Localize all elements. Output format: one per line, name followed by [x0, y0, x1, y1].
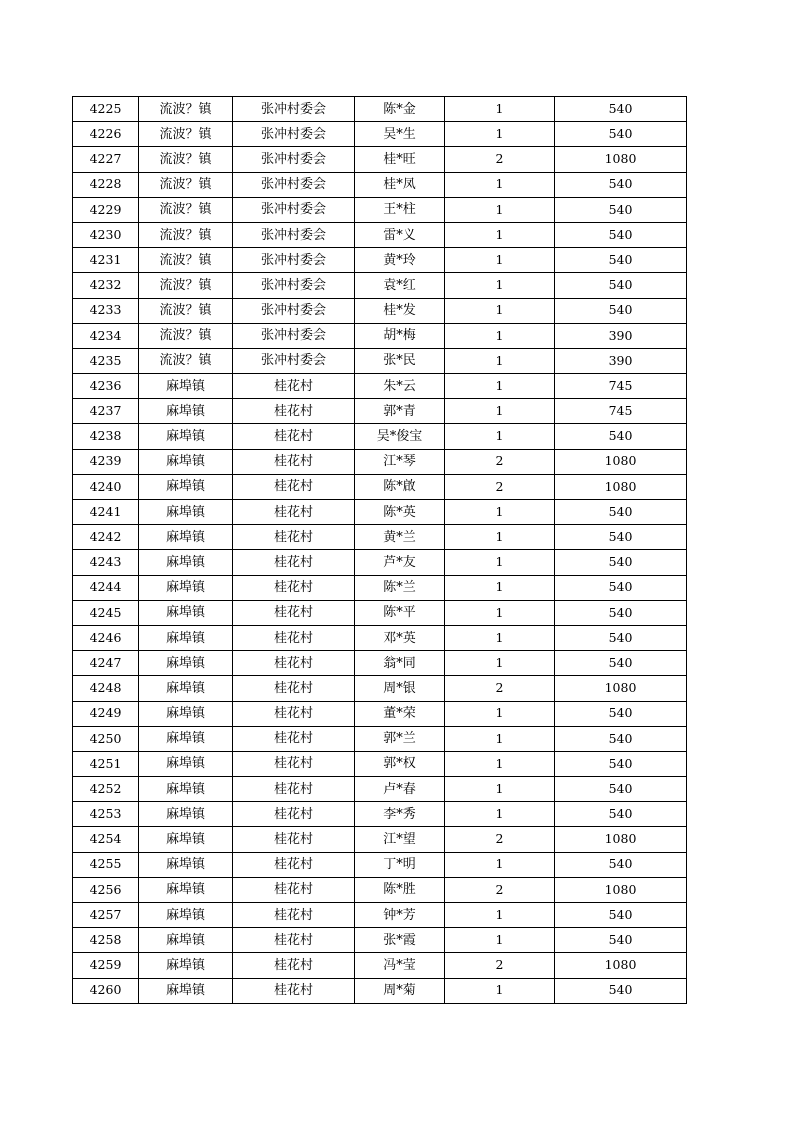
town-cell: 麻埠镇: [139, 399, 233, 424]
name-cell: 张*霞: [355, 928, 445, 953]
name-cell: 陈*啟: [355, 474, 445, 499]
row-number-cell: 4243: [73, 550, 139, 575]
row-number-cell: 4253: [73, 802, 139, 827]
amount-cell: 540: [555, 928, 687, 953]
village-cell: 桂花村: [233, 726, 355, 751]
count-cell: 1: [445, 323, 555, 348]
village-cell: 桂花村: [233, 651, 355, 676]
table-row: [73, 374, 687, 399]
village-cell: 桂花村: [233, 500, 355, 525]
row-number-cell: 4240: [73, 474, 139, 499]
count-cell: 1: [445, 248, 555, 273]
table-row: [73, 726, 687, 751]
name-cell: 邓*英: [355, 625, 445, 650]
village-cell: 桂花村: [233, 625, 355, 650]
count-cell: 1: [445, 172, 555, 197]
village-cell: 张冲村委会: [233, 273, 355, 298]
count-cell: 1: [445, 197, 555, 222]
count-cell: 1: [445, 122, 555, 147]
amount-cell: 1080: [555, 147, 687, 172]
village-cell: 桂花村: [233, 474, 355, 499]
village-cell: 桂花村: [233, 777, 355, 802]
row-number-cell: 4249: [73, 701, 139, 726]
village-cell: 桂花村: [233, 676, 355, 701]
town-cell: 流波？镇: [139, 147, 233, 172]
row-number-cell: 4235: [73, 348, 139, 373]
village-cell: 张冲村委会: [233, 172, 355, 197]
table-row: [73, 575, 687, 600]
village-cell: 桂花村: [233, 424, 355, 449]
amount-cell: 1080: [555, 449, 687, 474]
amount-cell: 1080: [555, 474, 687, 499]
village-cell: 桂花村: [233, 525, 355, 550]
row-number-cell: 4251: [73, 751, 139, 776]
count-cell: 1: [445, 525, 555, 550]
table-row: [73, 525, 687, 550]
table-row: [73, 701, 687, 726]
row-number-cell: 4242: [73, 525, 139, 550]
village-cell: 桂花村: [233, 399, 355, 424]
table-row: [73, 474, 687, 499]
name-cell: 陈*胜: [355, 877, 445, 902]
table-row: [73, 323, 687, 348]
name-cell: 周*银: [355, 676, 445, 701]
amount-cell: 1080: [555, 827, 687, 852]
count-cell: 1: [445, 348, 555, 373]
table-row: [73, 273, 687, 298]
name-cell: 郭*权: [355, 751, 445, 776]
name-cell: 翁*同: [355, 651, 445, 676]
town-cell: 麻埠镇: [139, 877, 233, 902]
village-cell: 桂花村: [233, 575, 355, 600]
table-row: [73, 978, 687, 1003]
village-cell: 张冲村委会: [233, 122, 355, 147]
table-row: [73, 348, 687, 373]
town-cell: 流波？镇: [139, 348, 233, 373]
count-cell: 1: [445, 928, 555, 953]
count-cell: 1: [445, 550, 555, 575]
row-number-cell: 4244: [73, 575, 139, 600]
town-cell: 麻埠镇: [139, 928, 233, 953]
name-cell: 陈*英: [355, 500, 445, 525]
name-cell: 吴*俊宝: [355, 424, 445, 449]
town-cell: 麻埠镇: [139, 651, 233, 676]
town-cell: 麻埠镇: [139, 525, 233, 550]
table-row: [73, 600, 687, 625]
town-cell: 流波？镇: [139, 222, 233, 247]
name-cell: 陈*平: [355, 600, 445, 625]
name-cell: 黄*兰: [355, 525, 445, 550]
amount-cell: 540: [555, 122, 687, 147]
row-number-cell: 4258: [73, 928, 139, 953]
name-cell: 胡*梅: [355, 323, 445, 348]
village-cell: 桂花村: [233, 701, 355, 726]
name-cell: 王*柱: [355, 197, 445, 222]
village-cell: 桂花村: [233, 928, 355, 953]
village-cell: 桂花村: [233, 449, 355, 474]
town-cell: 麻埠镇: [139, 751, 233, 776]
table-row: [73, 751, 687, 776]
name-cell: 雷*义: [355, 222, 445, 247]
amount-cell: 540: [555, 424, 687, 449]
table-row: [73, 449, 687, 474]
table-row: [73, 197, 687, 222]
count-cell: 1: [445, 978, 555, 1003]
name-cell: 吴*生: [355, 122, 445, 147]
village-cell: 张冲村委会: [233, 298, 355, 323]
town-cell: 麻埠镇: [139, 575, 233, 600]
row-number-cell: 4227: [73, 147, 139, 172]
village-cell: 张冲村委会: [233, 222, 355, 247]
row-number-cell: 4259: [73, 953, 139, 978]
town-cell: 麻埠镇: [139, 701, 233, 726]
town-cell: 麻埠镇: [139, 777, 233, 802]
count-cell: 1: [445, 651, 555, 676]
amount-cell: 390: [555, 323, 687, 348]
town-cell: 流波？镇: [139, 273, 233, 298]
count-cell: 1: [445, 751, 555, 776]
amount-cell: 540: [555, 172, 687, 197]
name-cell: 江*望: [355, 827, 445, 852]
town-cell: 流波？镇: [139, 122, 233, 147]
amount-cell: 540: [555, 197, 687, 222]
row-number-cell: 4232: [73, 273, 139, 298]
table-row: [73, 928, 687, 953]
name-cell: 周*菊: [355, 978, 445, 1003]
table-row: [73, 222, 687, 247]
name-cell: 李*秀: [355, 802, 445, 827]
table-row: [73, 500, 687, 525]
village-cell: 桂花村: [233, 374, 355, 399]
amount-cell: 390: [555, 348, 687, 373]
village-cell: 张冲村委会: [233, 147, 355, 172]
count-cell: 1: [445, 726, 555, 751]
village-cell: 张冲村委会: [233, 197, 355, 222]
amount-cell: 540: [555, 298, 687, 323]
amount-cell: 745: [555, 374, 687, 399]
row-number-cell: 4239: [73, 449, 139, 474]
row-number-cell: 4228: [73, 172, 139, 197]
name-cell: 黄*玲: [355, 248, 445, 273]
count-cell: 1: [445, 298, 555, 323]
count-cell: 2: [445, 953, 555, 978]
count-cell: 2: [445, 827, 555, 852]
village-cell: 桂花村: [233, 953, 355, 978]
table-row: [73, 953, 687, 978]
row-number-cell: 4237: [73, 399, 139, 424]
table-row: [73, 777, 687, 802]
count-cell: 2: [445, 877, 555, 902]
table-row: [73, 903, 687, 928]
village-cell: 桂花村: [233, 877, 355, 902]
count-cell: 1: [445, 374, 555, 399]
name-cell: 芦*友: [355, 550, 445, 575]
row-number-cell: 4229: [73, 197, 139, 222]
amount-cell: 540: [555, 802, 687, 827]
table-row: [73, 625, 687, 650]
village-cell: 桂花村: [233, 550, 355, 575]
amount-cell: 540: [555, 726, 687, 751]
amount-cell: 540: [555, 701, 687, 726]
row-number-cell: 4256: [73, 877, 139, 902]
town-cell: 流波？镇: [139, 248, 233, 273]
table-row: [73, 298, 687, 323]
amount-cell: 540: [555, 600, 687, 625]
table-row: [73, 877, 687, 902]
row-number-cell: 4245: [73, 600, 139, 625]
amount-cell: 540: [555, 525, 687, 550]
amount-cell: 540: [555, 550, 687, 575]
amount-cell: 540: [555, 97, 687, 122]
count-cell: 2: [445, 676, 555, 701]
amount-cell: 540: [555, 777, 687, 802]
amount-cell: 540: [555, 651, 687, 676]
amount-cell: 1080: [555, 877, 687, 902]
town-cell: 流波？镇: [139, 197, 233, 222]
count-cell: 2: [445, 449, 555, 474]
amount-cell: 1080: [555, 953, 687, 978]
row-number-cell: 4238: [73, 424, 139, 449]
count-cell: 2: [445, 147, 555, 172]
village-cell: 张冲村委会: [233, 323, 355, 348]
row-number-cell: 4234: [73, 323, 139, 348]
row-number-cell: 4257: [73, 903, 139, 928]
table-row: [73, 676, 687, 701]
town-cell: 流波？镇: [139, 97, 233, 122]
name-cell: 陈*兰: [355, 575, 445, 600]
table-row: [73, 147, 687, 172]
count-cell: 1: [445, 273, 555, 298]
name-cell: 郭*青: [355, 399, 445, 424]
town-cell: 流波？镇: [139, 323, 233, 348]
village-cell: 桂花村: [233, 600, 355, 625]
count-cell: 1: [445, 777, 555, 802]
row-number-cell: 4231: [73, 248, 139, 273]
row-number-cell: 4260: [73, 978, 139, 1003]
count-cell: 1: [445, 903, 555, 928]
amount-cell: 540: [555, 751, 687, 776]
name-cell: 袁*红: [355, 273, 445, 298]
name-cell: 董*荣: [355, 701, 445, 726]
town-cell: 麻埠镇: [139, 625, 233, 650]
row-number-cell: 4250: [73, 726, 139, 751]
village-cell: 桂花村: [233, 751, 355, 776]
town-cell: 麻埠镇: [139, 424, 233, 449]
village-cell: 桂花村: [233, 852, 355, 877]
row-number-cell: 4226: [73, 122, 139, 147]
row-number-cell: 4225: [73, 97, 139, 122]
town-cell: 麻埠镇: [139, 827, 233, 852]
town-cell: 麻埠镇: [139, 550, 233, 575]
amount-cell: 540: [555, 575, 687, 600]
town-cell: 麻埠镇: [139, 676, 233, 701]
name-cell: 桂*发: [355, 298, 445, 323]
town-cell: 麻埠镇: [139, 726, 233, 751]
amount-cell: 540: [555, 273, 687, 298]
name-cell: 朱*云: [355, 374, 445, 399]
table-row: [73, 248, 687, 273]
amount-cell: 540: [555, 500, 687, 525]
village-cell: 桂花村: [233, 978, 355, 1003]
amount-cell: 745: [555, 399, 687, 424]
data-table: [72, 96, 687, 1004]
name-cell: 冯*莹: [355, 953, 445, 978]
town-cell: 流波？镇: [139, 172, 233, 197]
row-number-cell: 4236: [73, 374, 139, 399]
table-row: [73, 399, 687, 424]
village-cell: 桂花村: [233, 802, 355, 827]
village-cell: 桂花村: [233, 903, 355, 928]
town-cell: 麻埠镇: [139, 374, 233, 399]
amount-cell: 540: [555, 903, 687, 928]
village-cell: 张冲村委会: [233, 348, 355, 373]
count-cell: 1: [445, 852, 555, 877]
count-cell: 1: [445, 97, 555, 122]
row-number-cell: 4248: [73, 676, 139, 701]
village-cell: 张冲村委会: [233, 248, 355, 273]
row-number-cell: 4247: [73, 651, 139, 676]
amount-cell: 540: [555, 625, 687, 650]
table-row: [73, 424, 687, 449]
count-cell: 1: [445, 575, 555, 600]
row-number-cell: 4230: [73, 222, 139, 247]
amount-cell: 1080: [555, 676, 687, 701]
row-number-cell: 4246: [73, 625, 139, 650]
table-row: [73, 651, 687, 676]
count-cell: 1: [445, 222, 555, 247]
name-cell: 桂*旺: [355, 147, 445, 172]
village-cell: 张冲村委会: [233, 97, 355, 122]
count-cell: 1: [445, 625, 555, 650]
name-cell: 张*民: [355, 348, 445, 373]
name-cell: 桂*凤: [355, 172, 445, 197]
name-cell: 陈*金: [355, 97, 445, 122]
table-row: [73, 97, 687, 122]
count-cell: 1: [445, 701, 555, 726]
count-cell: 2: [445, 474, 555, 499]
town-cell: 麻埠镇: [139, 903, 233, 928]
count-cell: 1: [445, 802, 555, 827]
table-row: [73, 802, 687, 827]
town-cell: 麻埠镇: [139, 852, 233, 877]
name-cell: 丁*明: [355, 852, 445, 877]
town-cell: 麻埠镇: [139, 953, 233, 978]
name-cell: 郭*兰: [355, 726, 445, 751]
amount-cell: 540: [555, 978, 687, 1003]
count-cell: 1: [445, 399, 555, 424]
row-number-cell: 4252: [73, 777, 139, 802]
village-cell: 桂花村: [233, 827, 355, 852]
row-number-cell: 4255: [73, 852, 139, 877]
town-cell: 麻埠镇: [139, 474, 233, 499]
town-cell: 流波？镇: [139, 298, 233, 323]
amount-cell: 540: [555, 222, 687, 247]
table-row: [73, 827, 687, 852]
town-cell: 麻埠镇: [139, 449, 233, 474]
name-cell: 江*琴: [355, 449, 445, 474]
amount-cell: 540: [555, 852, 687, 877]
table-row: [73, 852, 687, 877]
town-cell: 麻埠镇: [139, 978, 233, 1003]
town-cell: 麻埠镇: [139, 802, 233, 827]
table-body: [73, 97, 687, 1004]
count-cell: 1: [445, 424, 555, 449]
row-number-cell: 4241: [73, 500, 139, 525]
row-number-cell: 4233: [73, 298, 139, 323]
count-cell: 1: [445, 500, 555, 525]
row-number-cell: 4254: [73, 827, 139, 852]
town-cell: 麻埠镇: [139, 500, 233, 525]
amount-cell: 540: [555, 248, 687, 273]
name-cell: 钟*芳: [355, 903, 445, 928]
name-cell: 卢*春: [355, 777, 445, 802]
table-row: [73, 122, 687, 147]
town-cell: 麻埠镇: [139, 600, 233, 625]
table-row: [73, 550, 687, 575]
count-cell: 1: [445, 600, 555, 625]
table-row: [73, 172, 687, 197]
